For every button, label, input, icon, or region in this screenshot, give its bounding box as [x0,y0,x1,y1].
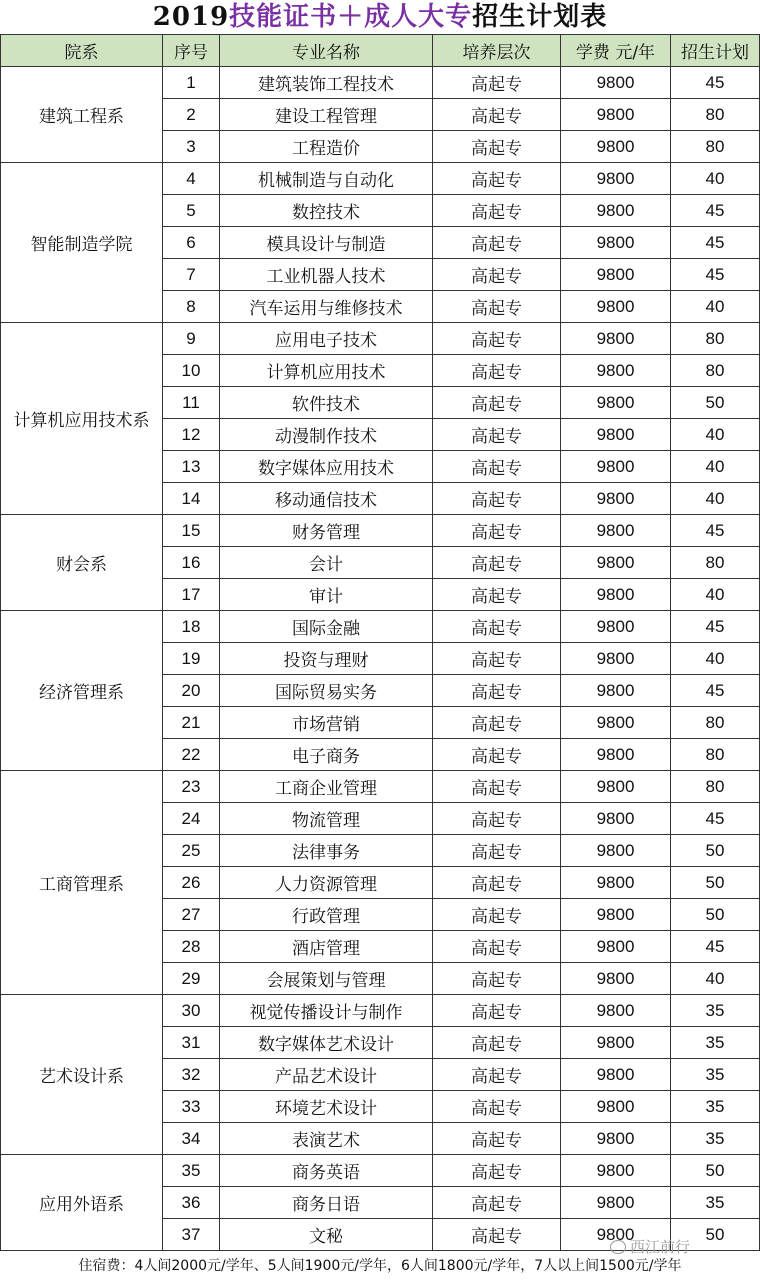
title-highlight: 技能证书＋成人大专 [229,2,473,32]
quota-cell: 40 [671,643,760,675]
major-cell: 表演艺术 [220,1123,433,1155]
tuition-cell: 9800 [561,163,671,195]
page-title [0,0,760,34]
tuition-cell: 9800 [561,291,671,323]
index-cell: 16 [163,547,220,579]
quota-cell: 40 [671,291,760,323]
dormitory-fee-note: 住宿费：4人间2000元/学年、5人间1900元/学年，6人间1800元/学年，7人以上间1500元/学年 [78,1258,682,1274]
table-row [1,163,760,195]
major-cell: 行政管理 [220,899,433,931]
tuition-cell: 9800 [561,1091,671,1123]
index-cell: 37 [163,1219,220,1251]
dept-cell: 应用外语系 [1,1155,163,1251]
level-cell: 高起专 [433,451,561,483]
dept-cell: 财会系 [1,515,163,611]
level-cell: 高起专 [433,131,561,163]
major-cell: 电子商务 [220,739,433,771]
major-cell: 商务英语 [220,1155,433,1187]
index-cell: 5 [163,195,220,227]
index-cell: 26 [163,867,220,899]
tuition-cell: 9800 [561,227,671,259]
major-cell: 计算机应用技术 [220,355,433,387]
level-cell: 高起专 [433,259,561,291]
tuition-cell: 9800 [561,579,671,611]
level-cell: 高起专 [433,67,561,99]
tuition-cell: 9800 [561,771,671,803]
tuition-cell: 9800 [561,259,671,291]
index-cell: 27 [163,899,220,931]
major-cell: 物流管理 [220,803,433,835]
tuition-cell: 9800 [561,995,671,1027]
index-cell: 13 [163,451,220,483]
major-cell: 工业机器人技术 [220,259,433,291]
index-cell: 19 [163,643,220,675]
dept-cell: 智能制造学院 [1,163,163,323]
index-cell: 35 [163,1155,220,1187]
quota-cell: 35 [671,1187,760,1219]
level-cell: 高起专 [433,643,561,675]
major-cell: 人力资源管理 [220,867,433,899]
index-cell: 7 [163,259,220,291]
header-index: 序号 [163,35,220,67]
header-tuition: 学费 元/年 [561,35,671,67]
tuition-cell: 9800 [561,1219,671,1251]
tuition-cell: 9800 [561,451,671,483]
table-row [1,515,760,547]
major-cell: 会计 [220,547,433,579]
quota-cell: 35 [671,995,760,1027]
quota-cell: 80 [671,707,760,739]
level-cell: 高起专 [433,387,561,419]
index-cell: 31 [163,1027,220,1059]
major-cell: 软件技术 [220,387,433,419]
level-cell: 高起专 [433,707,561,739]
tuition-cell: 9800 [561,835,671,867]
quota-cell: 35 [671,1059,760,1091]
tuition-cell: 9800 [561,195,671,227]
index-cell: 14 [163,483,220,515]
table-row [1,611,760,643]
table-row [1,1155,760,1187]
tuition-cell: 9800 [561,67,671,99]
major-cell: 建设工程管理 [220,99,433,131]
quota-cell: 80 [671,99,760,131]
level-cell: 高起专 [433,899,561,931]
major-cell: 机械制造与自动化 [220,163,433,195]
quota-cell: 40 [671,579,760,611]
tuition-cell: 9800 [561,419,671,451]
major-cell: 文秘 [220,1219,433,1251]
level-cell: 高起专 [433,1187,561,1219]
header-quota: 招生计划 [671,35,760,67]
quota-cell: 80 [671,355,760,387]
quota-cell: 40 [671,451,760,483]
table-row [1,771,760,803]
index-cell: 33 [163,1091,220,1123]
index-cell: 2 [163,99,220,131]
quota-cell: 50 [671,1219,760,1251]
quota-cell: 45 [671,259,760,291]
tuition-cell: 9800 [561,739,671,771]
level-cell: 高起专 [433,803,561,835]
index-cell: 6 [163,227,220,259]
tuition-cell: 9800 [561,707,671,739]
enrollment-table [0,34,760,1251]
tuition-cell: 9800 [561,483,671,515]
quota-cell: 80 [671,547,760,579]
tuition-cell: 9800 [561,131,671,163]
level-cell: 高起专 [433,579,561,611]
index-cell: 30 [163,995,220,1027]
dept-cell: 建筑工程系 [1,67,163,163]
major-cell: 酒店管理 [220,931,433,963]
table-row [1,67,760,99]
major-cell: 财务管理 [220,515,433,547]
level-cell: 高起专 [433,1123,561,1155]
tuition-cell: 9800 [561,515,671,547]
level-cell: 高起专 [433,291,561,323]
level-cell: 高起专 [433,931,561,963]
major-cell: 数字媒体艺术设计 [220,1027,433,1059]
tuition-cell: 9800 [561,323,671,355]
quota-cell: 80 [671,771,760,803]
table-row [1,323,760,355]
level-cell: 高起专 [433,867,561,899]
level-cell: 高起专 [433,227,561,259]
index-cell: 36 [163,1187,220,1219]
major-cell: 环境艺术设计 [220,1091,433,1123]
index-cell: 3 [163,131,220,163]
index-cell: 25 [163,835,220,867]
quota-cell: 80 [671,131,760,163]
tuition-cell: 9800 [561,931,671,963]
index-cell: 20 [163,675,220,707]
level-cell: 高起专 [433,771,561,803]
level-cell: 高起专 [433,675,561,707]
tuition-cell: 9800 [561,899,671,931]
index-cell: 32 [163,1059,220,1091]
level-cell: 高起专 [433,483,561,515]
major-cell: 工程造价 [220,131,433,163]
dept-cell: 经济管理系 [1,611,163,771]
table-row [1,995,760,1027]
index-cell: 12 [163,419,220,451]
index-cell: 15 [163,515,220,547]
quota-cell: 50 [671,899,760,931]
index-cell: 34 [163,1123,220,1155]
major-cell: 会展策划与管理 [220,963,433,995]
tuition-cell: 9800 [561,611,671,643]
major-cell: 商务日语 [220,1187,433,1219]
level-cell: 高起专 [433,739,561,771]
quota-cell: 45 [671,67,760,99]
index-cell: 24 [163,803,220,835]
quota-cell: 40 [671,419,760,451]
quota-cell: 40 [671,963,760,995]
index-cell: 10 [163,355,220,387]
major-cell: 应用电子技术 [220,323,433,355]
quota-cell: 80 [671,739,760,771]
wechat-icon [610,1240,626,1254]
index-cell: 11 [163,387,220,419]
index-cell: 1 [163,67,220,99]
level-cell: 高起专 [433,547,561,579]
level-cell: 高起专 [433,419,561,451]
level-cell: 高起专 [433,515,561,547]
tuition-cell: 9800 [561,963,671,995]
quota-cell: 50 [671,867,760,899]
major-cell: 法律事务 [220,835,433,867]
level-cell: 高起专 [433,99,561,131]
tuition-cell: 9800 [561,675,671,707]
header-level: 培养层次 [433,35,561,67]
tuition-cell: 9800 [561,643,671,675]
index-cell: 17 [163,579,220,611]
quota-cell: 45 [671,611,760,643]
quota-cell: 45 [671,515,760,547]
major-cell: 汽车运用与维修技术 [220,291,433,323]
watermark [610,1236,690,1258]
quota-cell: 45 [671,195,760,227]
major-cell: 模具设计与制造 [220,227,433,259]
level-cell: 高起专 [433,163,561,195]
tuition-cell: 9800 [561,1059,671,1091]
title-prefix: 2019 [152,2,230,32]
index-cell: 4 [163,163,220,195]
tuition-cell: 9800 [561,1155,671,1187]
title-suffix: 招生计划表 [472,2,608,32]
index-cell: 18 [163,611,220,643]
header-major: 专业名称 [220,35,433,67]
tuition-cell: 9800 [561,1027,671,1059]
tuition-cell: 9800 [561,803,671,835]
major-cell: 国际贸易实务 [220,675,433,707]
quota-cell: 50 [671,1155,760,1187]
quota-cell: 45 [671,803,760,835]
quota-cell: 45 [671,931,760,963]
level-cell: 高起专 [433,963,561,995]
level-cell: 高起专 [433,1059,561,1091]
quota-cell: 50 [671,387,760,419]
index-cell: 8 [163,291,220,323]
level-cell: 高起专 [433,611,561,643]
level-cell: 高起专 [433,835,561,867]
index-cell: 9 [163,323,220,355]
table-body [1,67,760,1251]
quota-cell: 50 [671,835,760,867]
major-cell: 产品艺术设计 [220,1059,433,1091]
level-cell: 高起专 [433,1155,561,1187]
tuition-cell: 9800 [561,387,671,419]
major-cell: 动漫制作技术 [220,419,433,451]
dept-cell: 工商管理系 [1,771,163,995]
major-cell: 市场营销 [220,707,433,739]
major-cell: 数控技术 [220,195,433,227]
tuition-cell: 9800 [561,1187,671,1219]
table-header-row [1,35,760,67]
level-cell: 高起专 [433,323,561,355]
index-cell: 23 [163,771,220,803]
quota-cell: 35 [671,1027,760,1059]
quota-cell: 35 [671,1123,760,1155]
major-cell: 投资与理财 [220,643,433,675]
level-cell: 高起专 [433,1027,561,1059]
level-cell: 高起专 [433,995,561,1027]
level-cell: 高起专 [433,355,561,387]
major-cell: 移动通信技术 [220,483,433,515]
level-cell: 高起专 [433,195,561,227]
quota-cell: 35 [671,1091,760,1123]
tuition-cell: 9800 [561,355,671,387]
index-cell: 22 [163,739,220,771]
major-cell: 审计 [220,579,433,611]
quota-cell: 45 [671,227,760,259]
index-cell: 28 [163,931,220,963]
level-cell: 高起专 [433,1091,561,1123]
quota-cell: 45 [671,675,760,707]
header-dept: 院系 [1,35,163,67]
quota-cell: 80 [671,323,760,355]
tuition-cell: 9800 [561,99,671,131]
index-cell: 29 [163,963,220,995]
major-cell: 视觉传播设计与制作 [220,995,433,1027]
tuition-cell: 9800 [561,1123,671,1155]
index-cell: 21 [163,707,220,739]
major-cell: 国际金融 [220,611,433,643]
tuition-cell: 9800 [561,867,671,899]
major-cell: 建筑装饰工程技术 [220,67,433,99]
dept-cell: 计算机应用技术系 [1,323,163,515]
tuition-cell: 9800 [561,547,671,579]
level-cell: 高起专 [433,1219,561,1251]
quota-cell: 40 [671,483,760,515]
quota-cell: 40 [671,163,760,195]
dept-cell: 艺术设计系 [1,995,163,1155]
major-cell: 工商企业管理 [220,771,433,803]
major-cell: 数字媒体应用技术 [220,451,433,483]
watermark-text: 西江前行 [630,1238,691,1256]
